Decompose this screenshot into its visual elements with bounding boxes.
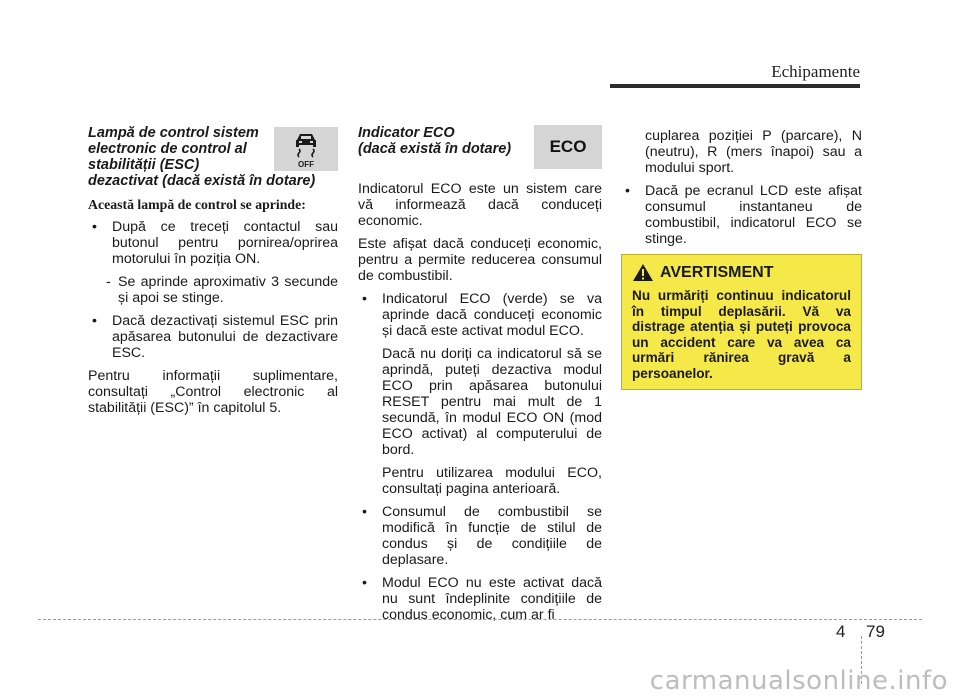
eco-paragraph-2: Este afișat dacă conduceți economic, pentru a permite reducerea consumul de combustibil. bbox=[358, 236, 602, 284]
warning-header bbox=[632, 263, 851, 282]
eco-bullet-4: • Dacă pe ecranul LCD este afișat consumul instantaneu de combustibil, indicatorul ECO se stinge. bbox=[621, 183, 862, 247]
esc-paragraph: Pentru informații suplimentare, consultați „Control electronic al stabilității (ESC)” în capitolul 5. bbox=[88, 368, 338, 416]
esc-heading-block bbox=[88, 125, 338, 189]
eco-continuation-1: Dacă nu doriți ca indicatorul să se aprindă, puteți dezactiva modul ECO prin apăsarea butonului RESET pentru mai mult de 1 secundă, în modul ECO ON (mod ECO activat) al computerului de bord. bbox=[382, 346, 602, 458]
esc-heading: Lampă de control sistem electronic de control al stabilității (ESC) dezactivat (dacă există în dotare) bbox=[88, 125, 316, 189]
warning-box bbox=[621, 254, 862, 390]
header-rule bbox=[610, 84, 860, 88]
chapter-number: 4 bbox=[836, 622, 846, 641]
footer-rule bbox=[38, 619, 922, 620]
eco-continuation-3: cuplarea poziției P (parcare), N (neutru), R (mers înapoi) sau a modului sport. bbox=[645, 128, 862, 176]
column-esc bbox=[88, 125, 338, 423]
svg-text:OFF: OFF bbox=[298, 160, 314, 169]
section-title: Echipamente bbox=[771, 62, 860, 81]
eco-continuation-2: Pentru utilizarea modului ECO, consultați pagina anterioară. bbox=[382, 465, 602, 497]
esc-dash-1: - Se aprinde aproximativ 3 secunde și apoi se stinge. bbox=[106, 274, 338, 306]
eco-bullet-2: • Consumul de combustibil se modifică în funcție de stilul de condus și de condițiile de deplasare. bbox=[358, 504, 602, 568]
page-number: 79 bbox=[866, 622, 885, 641]
eco-heading-block bbox=[358, 125, 602, 173]
eco-indicator-icon: ECO bbox=[534, 125, 602, 169]
column-eco bbox=[358, 125, 602, 630]
warning-text: Nu urmăriți continuu indicatorul în timpul deplasării. Vă va distrage atenția și puteți provoca un accident care va avea ca urmări rănirea gravă a persoanelor. bbox=[632, 288, 851, 381]
esc-bullet-2: • Dacă dezactivați sistemul ESC prin apăsarea butonului de dezactivare ESC. bbox=[88, 313, 338, 361]
esc-intro: Această lampă de control se aprinde: bbox=[88, 197, 306, 212]
column-continued bbox=[621, 128, 862, 254]
eco-paragraph-1: Indicatorul ECO este un sistem care vă informează dacă conduceți economic. bbox=[358, 181, 602, 229]
eco-bullet-3: • Modul ECO nu este activat dacă nu sunt îndeplinite condițiile de condus economic, cum ar fi bbox=[358, 575, 602, 623]
esc-bullet-1: • După ce treceți contactul sau butonul pentru pornirea/oprirea motorului în poziția ON. bbox=[88, 219, 338, 267]
esc-off-icon bbox=[274, 127, 338, 171]
watermark: carmanualsonline.info bbox=[649, 666, 948, 696]
eco-bullet-1: • Indicatorul ECO (verde) se va aprinde dacă conduceți economic și dacă este activat modul ECO. bbox=[358, 291, 602, 339]
warning-title: AVERTISMENT bbox=[660, 263, 774, 281]
warning-triangle-icon bbox=[632, 263, 654, 282]
eco-heading: Indicator ECO (dacă există în dotare) bbox=[358, 125, 512, 157]
